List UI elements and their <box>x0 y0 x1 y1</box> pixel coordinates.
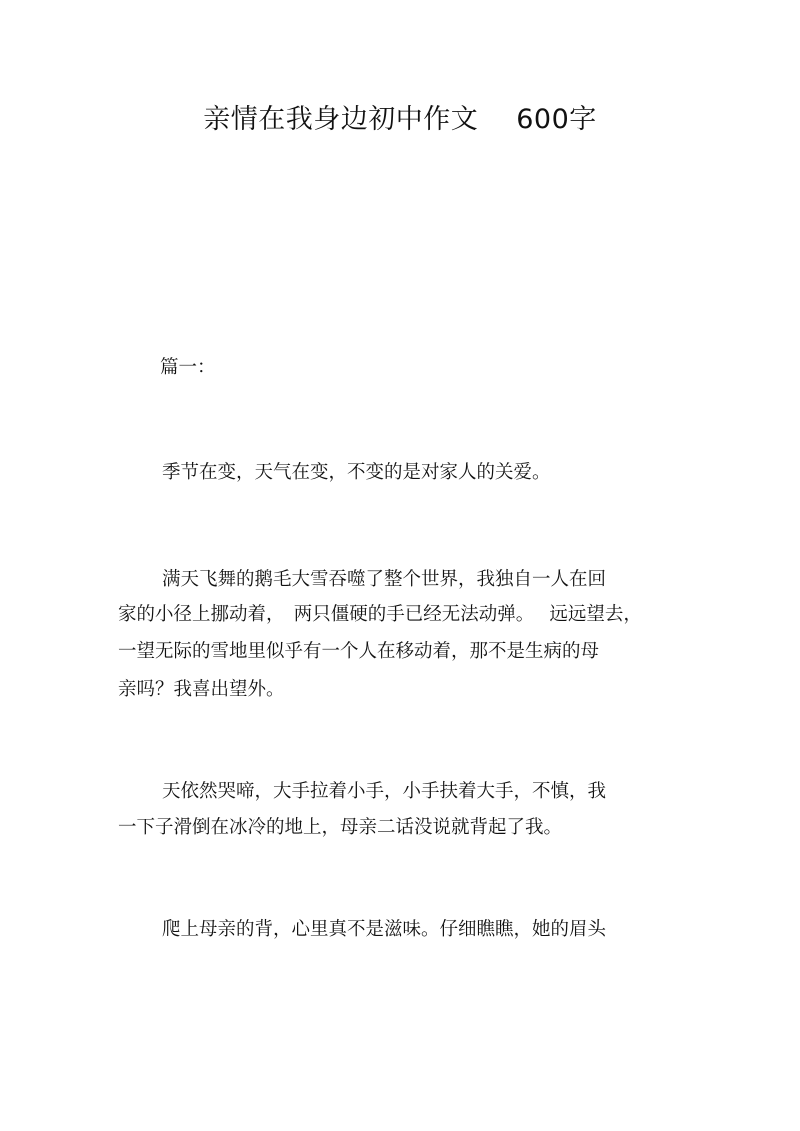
paragraph-line: 亲吗？我喜出望外。 <box>118 679 285 700</box>
section-heading: 篇一： <box>160 357 216 378</box>
paragraph-line: 一下子滑倒在冰冷的地上，母亲二话没说就背起了我。 <box>118 817 563 838</box>
paragraph-line: 一望无际的雪地里似乎有一个人在移动着，那不是生病的母 <box>118 641 600 662</box>
title-text: 亲情在我身边初中作文 <box>203 104 479 135</box>
paragraph-line: 满天飞舞的鹅毛大雪吞噬了整个世界，我独自一人在回 <box>162 569 607 590</box>
title-word-count: 600字 <box>516 104 597 135</box>
paragraph-line: 家的小径上挪动着， 两只僵硬的手已经无法动弹。 远远望去， <box>118 604 642 625</box>
paragraph-line: 天依然哭啼，大手拉着小手，小手扶着大手，不慎，我 <box>162 781 607 802</box>
document-title <box>0 100 800 140</box>
paragraph-line: 爬上母亲的背，心里真不是滋味。仔细瞧瞧，她的眉头 <box>162 919 607 940</box>
paragraph-line: 季节在变，天气在变，不变的是对家人的关爱。 <box>162 462 551 483</box>
